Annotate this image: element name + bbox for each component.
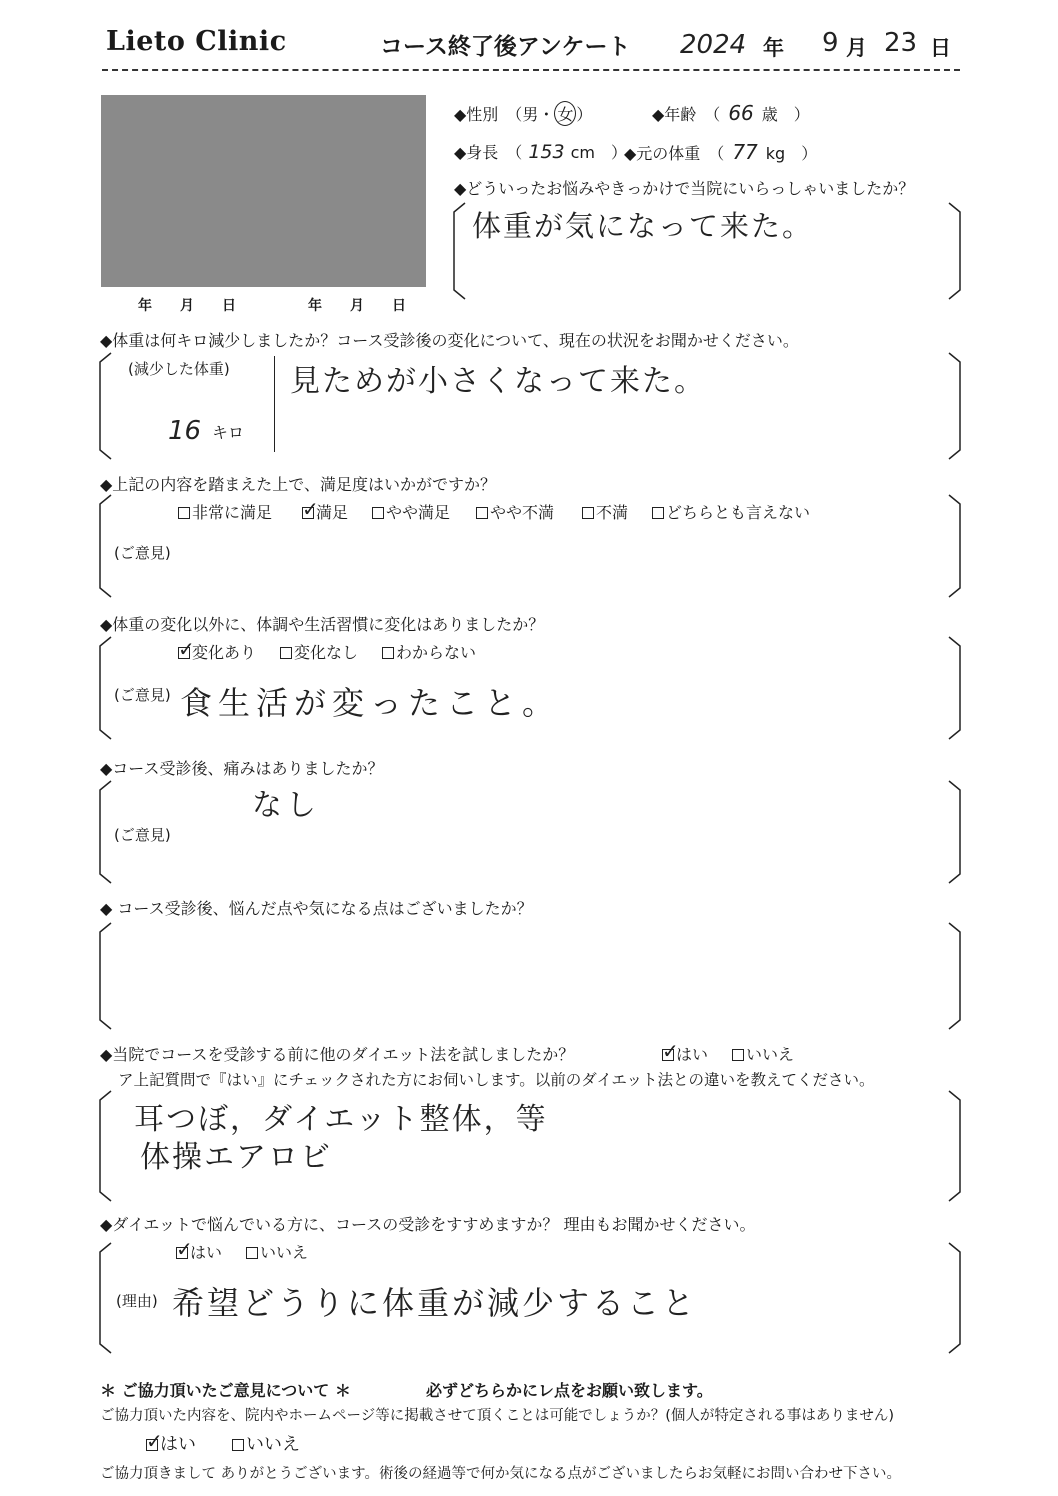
- reduced-weight-label: (減少した体重): [128, 360, 230, 378]
- recommend-bracket-right: [948, 1242, 962, 1354]
- recommend-yes[interactable]: ✓はい: [176, 1240, 222, 1263]
- pain-opinion-label: (ご意見): [114, 826, 171, 844]
- checkbox[interactable]: [582, 507, 594, 519]
- lifestyle-option-1[interactable]: ✓変化あり: [178, 640, 256, 663]
- checkbox-checked[interactable]: [146, 1439, 158, 1451]
- weight-column-divider: [274, 356, 275, 452]
- thanks-message: ご協力頂きまして ありがとうございます。術後の経過等で何か気になる点がございましたらお気軽にお問い合わせ下さい。: [100, 1466, 901, 1482]
- checkbox-checked[interactable]: [662, 1049, 674, 1061]
- satisfaction-bracket-right: [948, 494, 962, 598]
- weight-bracket-left: [98, 352, 112, 460]
- other-diet-question: ◆当院でコースを受診する前に他のダイエット法を試しましたか？: [100, 1045, 575, 1064]
- satisfaction-option-6[interactable]: どちらとも言えない: [652, 500, 810, 523]
- checkbox[interactable]: [382, 647, 394, 659]
- checkbox[interactable]: [372, 507, 384, 519]
- pain-bracket-right: [948, 780, 962, 884]
- height-row: ◆身長 （ 153 cm ）: [454, 141, 627, 163]
- satisfaction-option-1[interactable]: 非常に満足: [178, 500, 272, 523]
- other-diet-yes[interactable]: ✓ はい: [662, 1042, 708, 1065]
- publish-no[interactable]: いいえ: [232, 1430, 300, 1456]
- weight-bracket-right: [948, 352, 962, 460]
- photo-date-before: 年 月 日: [138, 298, 236, 314]
- pain-answer[interactable]: なし: [252, 788, 320, 823]
- pain-bracket-left: [98, 780, 112, 884]
- other-diet-followup: ア上記質問で『はい』にチェックされた方にお伺いします。以前のダイエット法との違いを教えてください。: [118, 1071, 875, 1089]
- other-diet-no[interactable]: いいえ: [732, 1042, 794, 1065]
- recommend-answer[interactable]: 希望どうりに体重が減少すること: [172, 1284, 698, 1322]
- height-value[interactable]: 153: [528, 141, 565, 163]
- recommend-no[interactable]: いいえ: [246, 1240, 308, 1263]
- cooperation-title: ＊ ご協力頂いたご意見について ＊: [100, 1381, 351, 1400]
- checkbox[interactable]: [178, 507, 190, 519]
- weight-change-answer[interactable]: 見ためが小さくなって来た。: [290, 364, 706, 399]
- other-diet-bracket-left: [98, 1090, 112, 1202]
- satisfaction-bracket-left: [98, 494, 112, 598]
- check-request: 必ずどちらかにレ点をお願い致します。: [426, 1381, 713, 1400]
- checkbox[interactable]: [246, 1247, 258, 1259]
- recommend-bracket-left: [98, 1242, 112, 1354]
- weight-change-question: ◆体重は何キロ減少しましたか？コース受診後の変化について、現在の状況をお聞かせください。: [100, 331, 799, 350]
- checkbox[interactable]: [232, 1439, 244, 1451]
- checkbox[interactable]: [280, 647, 292, 659]
- reduced-weight-value[interactable]: 16: [168, 416, 202, 446]
- recommend-question: ◆ダイエットで悩んでいる方に、コースの受診をすすめますか？ 理由もお聞かせください。: [100, 1215, 756, 1234]
- checkbox[interactable]: [732, 1049, 744, 1061]
- year-label: 年: [763, 36, 784, 60]
- concern-bracket-right: [948, 922, 962, 1030]
- date-day: 23: [884, 28, 918, 58]
- age-value[interactable]: 66: [728, 101, 754, 125]
- reason-answer[interactable]: 体重が気になって来た。: [472, 209, 814, 243]
- satisfaction-option-4[interactable]: やや不満: [476, 500, 554, 523]
- weight-row: ◆元の体重 （ 77 kg ）: [624, 140, 818, 164]
- clinic-name: Lieto Clinic: [106, 26, 287, 57]
- gender-row: ◆性別 （男・ 女 ）: [454, 101, 592, 126]
- checkbox-checked[interactable]: [302, 507, 314, 519]
- satisfaction-option-2[interactable]: ✓ 満足: [302, 500, 348, 523]
- checkbox-checked[interactable]: [178, 647, 190, 659]
- before-after-photo: [101, 95, 426, 287]
- date-month: 9: [822, 28, 839, 58]
- pain-question: ◆コース受診後、痛みはありましたか？: [100, 759, 384, 778]
- reason-bracket-right: [948, 202, 962, 300]
- gender-male[interactable]: 男: [522, 105, 539, 124]
- lifestyle-bracket-right: [948, 636, 962, 740]
- reduced-weight-unit: キロ: [212, 423, 245, 442]
- concern-bracket-left: [98, 922, 112, 1030]
- lifestyle-option-3[interactable]: わからない: [382, 640, 476, 663]
- satisfaction-option-3[interactable]: やや満足: [372, 500, 450, 523]
- date-year: 2024: [680, 30, 747, 60]
- lifestyle-opinion-label: (ご意見): [114, 686, 171, 704]
- other-diet-answer-line2[interactable]: 体操エアロビ: [140, 1140, 332, 1175]
- publish-yes[interactable]: ✓はい: [146, 1430, 196, 1456]
- lifestyle-answer[interactable]: 食生活が変ったこと。: [180, 684, 561, 722]
- concern-question: ◆ コース受診後、悩んだ点や気になる点はございましたか？: [100, 899, 533, 918]
- gender-female-circled[interactable]: 女: [554, 101, 576, 126]
- age-row: ◆年齢 （ 66 歳 ）: [652, 101, 810, 125]
- weight-value[interactable]: 77: [732, 140, 758, 164]
- publish-question: ご協力頂いた内容を、院内やホームページ等に掲載させて頂くことは可能でしょうか？(個人が特定される事はありません): [100, 1408, 895, 1424]
- month-label: 月: [846, 36, 867, 60]
- day-label: 日: [930, 36, 951, 60]
- recommend-reason-label: (理由): [116, 1292, 158, 1310]
- satisfaction-opinion-label: (ご意見): [114, 544, 171, 562]
- other-diet-answer-line1[interactable]: 耳つぼ，ダイエット整体，等: [134, 1102, 548, 1137]
- lifestyle-option-2[interactable]: 変化なし: [280, 640, 358, 663]
- lifestyle-question: ◆体重の変化以外に、体調や生活習慣に変化はありましたか？: [100, 615, 545, 634]
- checkbox-checked[interactable]: [176, 1247, 188, 1259]
- satisfaction-option-5[interactable]: 不満: [582, 500, 628, 523]
- checkbox[interactable]: [476, 507, 488, 519]
- header-divider: [102, 69, 960, 71]
- form-title: コース終了後アンケート: [380, 34, 631, 60]
- checkbox[interactable]: [652, 507, 664, 519]
- other-diet-bracket-right: [948, 1090, 962, 1202]
- reason-bracket-left: [452, 202, 466, 300]
- reason-question: ◆どういったお悩みやきっかけで当院にいらっしゃいましたか？: [454, 179, 915, 198]
- lifestyle-bracket-left: [98, 636, 112, 740]
- satisfaction-question: ◆上記の内容を踏まえた上で、満足度はいかがですか？: [100, 475, 496, 494]
- photo-date-after: 年 月 日: [308, 298, 406, 314]
